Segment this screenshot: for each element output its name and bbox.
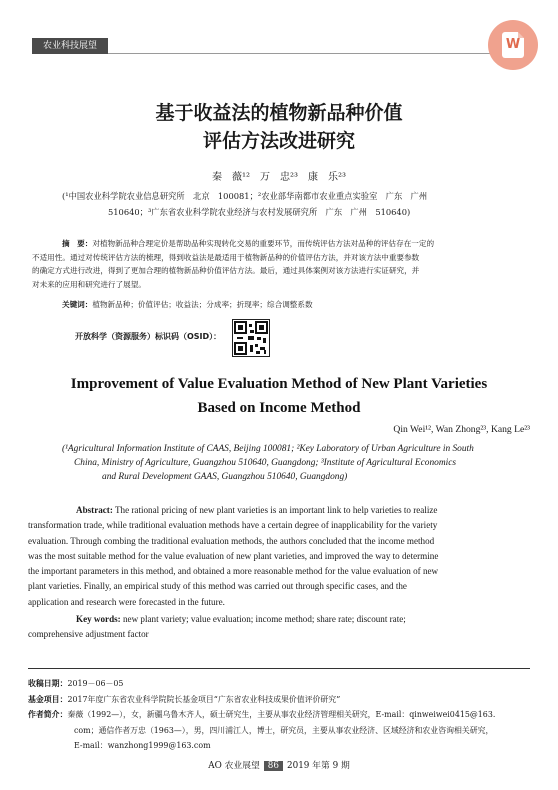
abstract-en-label: Abstract: [76,505,113,515]
affiliations-en [62,442,522,484]
abstract-cn-label: 摘 要： [62,239,93,248]
keywords-en-line2: comprehensive adjustment factor [28,629,149,640]
footnotes [28,676,530,754]
keywords-cn-label: 关键词： [62,300,93,309]
osid-label: 开放科学（资源服务）标识码（OSID）： [75,332,222,341]
page-number: 86 [264,761,283,771]
fund-label: 基金项目： [28,694,68,704]
abstract-en-line2: transformation trade, while traditional evaluation methods have a certain degree of inapplicability for the variety [28,520,438,531]
author-line1: 秦薇（1992—），女，新疆乌鲁木齐人，硕士研究生，主要从事农业经济管理相关研究，E-mail：qinweiwei0415@163. [67,710,496,719]
affiliations-cn-line1: (¹中国农业科学院农业信息研究所 北京 100081；²农业部华南都市农业重点实验室 广东 广州 [62,191,428,201]
abstract-en [28,503,530,610]
affiliations-cn-line2: 510640；³广东省农业科学院农业经济与农村发展研究所 广东 广州 510640) [108,207,411,217]
abstract-cn-line3: 的确定方式进行改进，得到了更加合理的植物新品种价值评估方法。最后，通过具体案例对该方法进行实证研究，并 [32,266,420,275]
abstract-cn-line2: 不适用性。通过对传统评估方法的梳理，得到收益法是最适用于植物新品种的价值评估方法，并对该方法中重要参数 [32,252,420,262]
app-badge[interactable] [488,20,538,70]
abstract-cn-line4: 对未来的应用和研究进行了展望。 [32,279,146,289]
authors-en: Qin Wei¹², Wan Zhong²³, Kang Le²³ [393,424,530,435]
keywords-cn-text: 植物新品种；价值评估；收益法；分成率；折现率；综合调整系数 [92,300,313,309]
section-tag: 农业科技展望 [32,38,108,54]
abstract-cn [32,237,502,291]
abstract-en-line1: The rational pricing of new plant varieties is an important link to help varieties to realize [112,505,438,515]
received-label: 收稿日期： [28,679,68,688]
title-cn-line1: 基于收益法的植物新品种价值 [155,102,403,124]
abstract-en-line4: was the most suitable method for the value evaluation of new plant varieties, and improved the way to determine [28,550,439,561]
title-cn-line2: 评估方法改进研究 [202,130,355,152]
title-en-line2: Based on Income Method [197,400,361,416]
keywords-cn [62,298,502,312]
affiliations-en-line2: China, Ministry of Agriculture, Guangzhou 510640, Guangdong; ³Institute of Agricultural Economics [74,458,457,468]
page-footer [0,758,558,771]
abstract-en-line6: plant varieties. Finally, an empirical study of this method was carried out through specific cases, and the [28,581,407,592]
abstract-cn-line1: 对植物新品种合理定价是帮助品种实现转化交易的重要环节，而传统评估方法对品种的评估存在一定的 [92,239,435,248]
keywords-en [28,612,530,643]
title-en-line1: Improvement of Value Evaluation Method of New Plant Varieties [70,376,488,392]
abstract-en-line7: application and research were forecasted in the future. [28,596,225,607]
abstract-en-line5: the important parameters in this method, and obtained a more reasonable method for the value evaluation of new [28,566,439,577]
fund-text: 2017年度广东省农业科学院院长基金项目“广东省农业科技成果价值评价研究” [67,694,341,704]
footnote-divider [28,668,530,669]
affiliations-en-line3: and Rural Development GAAS, Guangzhou 510640, Guangdong) [102,472,348,482]
keywords-en-label: Key words: [76,614,121,624]
abstract-en-line3: evaluation. Through combing the traditional evaluation methods, the authors concluded that the income method [28,535,435,546]
header-divider [108,53,526,54]
received-date: 2019－06－05 [67,679,124,688]
author-label: 作者简介： [28,710,68,719]
footer-issue: 2019 年第 9 期 [287,761,350,771]
authors-cn: 秦 薇¹² 万 忠²³ 康 乐²³ [211,172,347,183]
affiliations-en-line1: (¹Agricultural Information Institute of CAAS, Beijing 100081; ²Key Laboratory of Urban Agriculture in South [62,444,474,454]
author-line3: E-mail：wanzhong1999@163.com [74,741,211,750]
qr-code-icon[interactable] [232,319,270,357]
document-w-icon: W [502,32,524,58]
keywords-en-line1: new plant variety; value evaluation; income method; share rate; discount rate; [120,614,406,624]
footer-journal: AO 农业展望 [208,761,260,771]
author-line2: com；通信作者万忠（1963—），男，四川浦江人，博士，研究员，主要从事农业经济、区域经济和农业咨询相关研究， [74,725,494,735]
